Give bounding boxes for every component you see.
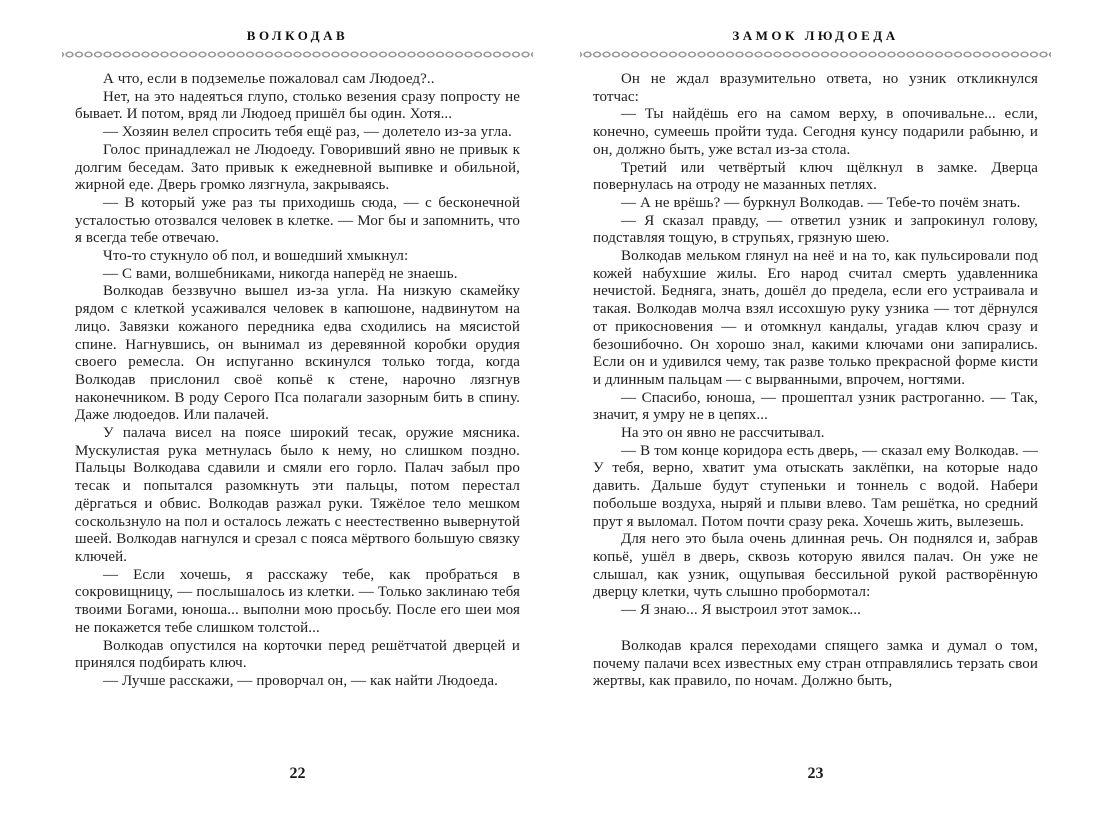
running-header-right: ЗАМОК ЛЮДОЕДА [732,28,899,43]
paragraph: — В том конце коридора есть дверь, — сказал ему Волкодав. — У тебя, верно, хватит ума отыскать заклёпки, на которые надо давить. Дальше будут ступеньки и тоннель с водой. Набери побольше воздуха, ныряй и плыви влево. Там решётка, но средний прут я выломал. Потом почти сразу река. Хочешь жить, вылезешь. [593,442,1038,530]
paragraph: — Если хочешь, я расскажу тебе, как пробраться в сокровищницу, — послышалось из клетки. — Только заклинаю тебя твоими Богами, юноша... выполни мою просьбу. После его шеи моя не покажется тебе слишком толстой... [75,566,520,636]
paragraph: — Спасибо, юноша, — прошептал узник растроганно. — Так, значит, я умру не в цепях... [593,389,1038,424]
paragraph: На это он явно не рассчитывал. [621,425,825,442]
paragraph: — С вами, волшебниками, никогда наперёд не знаешь. [103,265,458,282]
paragraph: — Лучше расскажи, — проворчал он, — как найти Людоеда. [103,672,498,689]
paragraph: Волкодав мельком глянул на неё и на то, как пульсировали под кожей набухшие жилы. Его народ считал смерть удавленника нечистой. Бедняга, знать, дошёл до предела, если его устраивала и такая. Волкодав молча взял иссохшую руку узника — тот дёрнулся от прикосновения — и отомкнул кандалы, угадав ключ сразу и безошибочно. Он хорошо знал, какими ключами они запирались. Если он и удивился чему, так разве только прекрасной форме кисти и длинным пальцам — с вырванными, впрочем, ногтями. [593,248,1038,388]
paragraph: Волкодав опустился на корточки перед решётчатой дверцей и принялся подбирать ключ. [75,637,520,672]
paragraph: Нет, на это надеяться глупо, столько везения сразу попросту не бывает. И потом, вряд ли Людоед пришёл бы один. Хотя... [75,88,520,123]
page-left-inner [75,28,520,691]
chain-ornament-right [580,50,1051,59]
paragraph: Волкодав беззвучно вышел из-за угла. На низкую скамейку рядом с клеткой усаживался человек в капюшоне, надвинутом на лицо. Завязки кожаного передника едва сходились на мясистой спине. Нагнувшись, он вынимал из деревянной коробки орудия своего ремесла. Он испуганно вскинулся только тогда, когда Волкодав прислонил своё копьё к стене, нарочно лязгнув наконечником. В роду Серого Пса полагали зазорным бить в спину. Даже людоедов. Или палачей. [75,283,520,424]
chain-ornament-left [62,50,533,59]
paragraph: — Ты найдёшь его на самом верху, в опочивальне... если, конечно, сумеешь пройти туда. Сегодня кунсу подарили рабыню, и он, должно быть, уже встал из-за стола. [593,106,1038,158]
paragraph: Что-то стукнуло об пол, и вошедший хмыкнул: [103,248,409,265]
page-right-inner [593,28,1038,691]
paragraph: Для него это была очень длинная речь. Он поднялся и, забрав копьё, ушёл в дверь, сквозь которую явился палач. Он уже не слышал, как узник, ощупывая бессильной рукой растворённую дверцу клетки, чуть слышно пробормотал: [593,531,1038,601]
page-right [550,0,1100,825]
paragraph: Волкодав крался переходами спящего замка и думал о том, почему палачи всех известных ему стран отправлялись терзать свои жертвы, как правило, по ночам. Должно быть, [593,637,1038,690]
paragraph: — Я сказал правду, — ответил узник и запрокинул голову, подставляя тощую, в струпьях, грязную шею. [593,212,1038,247]
page-number-left: 22 [289,765,306,782]
paragraph: У палача висел на поясе широкий тесак, оружие мясника. Мускулистая рука метнулась было к нему, но слишком поздно. Пальцы Волкодава сдавили и смяли его горло. Палач забыл про тесак и попытался разомкнуть эти пальцы, потом перестал дёргаться и обвис. Волкодав разжал руки. Тяжёлое тело мешком соскользнуло на пол и осталось лежать с неестественно вывернутой шеей. Волкодав нагнулся и срезал с пояса мёртвого большую связку ключей. [75,425,520,565]
paragraph: — Хозяин велел спросить тебя ещё раз, — долетело из-за угла. [103,124,512,141]
page-body-left [75,71,520,691]
paragraph: — В который уже раз ты приходишь сюда, — с бесконечной усталостью отозвался человек в клетке. — Мог бы и запомнить, что я всегда тебе отвечаю. [75,194,520,247]
page-body-right [593,71,1038,691]
paragraph: — Я знаю... Я выстроил этот замок... [621,602,862,619]
paragraph: А что, если в подземелье пожаловал сам Людоед?.. [103,71,435,87]
page-number-right: 23 [807,765,824,782]
running-header-left: ВОЛКОДАВ [246,28,349,43]
paragraph: — А не врёшь? — буркнул Волкодав. — Тебе-то почём знать. [621,194,1021,211]
paragraph: Он не ждал вразумительно ответа, но узник откликнулся тотчас: [593,71,1038,105]
paragraph: Третий или четвёртый ключ щёлкнул в замке. Дверца повернулась на отроду не мазанных петлях. [593,159,1038,194]
paragraph: Голос принадлежал не Людоеду. Говоривший явно не привык к долгим беседам. Зато привык к ежедневной выпивке и обильной, жирной еде. Дверь громко лязгнула, закрываясь. [75,141,520,194]
